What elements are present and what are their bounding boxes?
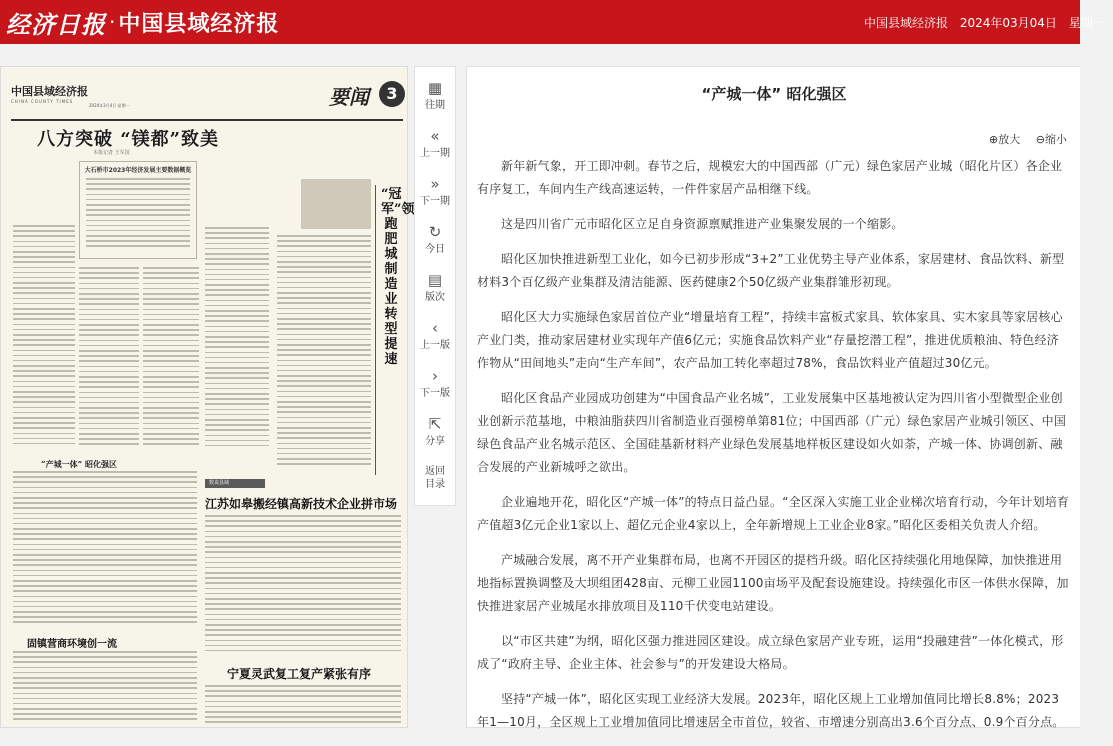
brand-sub: 中国县域经济报 [118, 10, 280, 37]
tool-label: 分享 [425, 436, 445, 447]
story4-text[interactable] [13, 651, 197, 727]
article-paragraph: 昭化区加快推进新型工业化，如今已初步形成“3+2”工业优势主导产业体系，家居建材、食品饮料、新型材料3个百亿级产业集群及清洁能源、医药健康2个50亿级产业集群雏形初现。 [477, 252, 1065, 289]
story-text-col-5[interactable] [277, 235, 371, 471]
tool-label: 下一期 [420, 196, 450, 207]
tool-past-issues[interactable] [415, 73, 455, 119]
tool-share[interactable] [415, 409, 455, 455]
tool-label: 下一版 [420, 388, 450, 399]
story5-headline[interactable]: 宁夏灵武复工复产紧张有序 [227, 667, 372, 681]
tool-editions[interactable] [415, 265, 455, 311]
brand-dot: · [109, 10, 116, 34]
section-tag: 数说县域 [205, 479, 265, 488]
article-paragraph: 以“市区共建”为纲，昭化区强力推进园区建设。成立绿色家居产业专班，运用“投融建营”一体化模式，形成了“政府主导、企业主体、社会参与”的开发建设大格局。 [477, 634, 1064, 671]
calendar-icon: ▦ [427, 79, 443, 97]
article-paragraph: 昭化区食品产业园成功创建为“中国食品产业名城”，工业发展集中区基地被认定为四川省小型微型企业创业创新示范基地，中粮油脂获四川省制造业百强榜单第81位；中国西部（广元）绿色家居产业城引领区、中国绿色食品产业名城示范区、全国硅基新材料产业绿色发展基地样板区建设如火如荼，产城一体、协调创新、融合发展的产业新城呼之欲出。 [477, 391, 1067, 474]
story3-headline[interactable]: 江苏如皋搬经镇高新技术企业拼市场 [205, 497, 398, 511]
story2-text[interactable] [13, 471, 197, 627]
data-box-text [86, 178, 190, 254]
story2-headline[interactable]: “产城一体” 昭化强区 [41, 459, 117, 469]
layout-icon: ▤ [427, 271, 443, 289]
page-paper-name-en: CHINA COUNTY TIMES [11, 99, 74, 104]
navigation-toolbar [414, 66, 456, 506]
zoom-in-button[interactable]: ⊕放大 [989, 133, 1021, 146]
tool-label: 往期 [425, 100, 445, 111]
story-text-col-2[interactable] [79, 267, 139, 449]
page-edition-line: 2024年3月4日 星期一 [89, 103, 130, 108]
story-byline: 本报记者 王军国 [93, 150, 130, 156]
header-meta [864, 14, 1113, 31]
article-body [477, 155, 1071, 746]
story-text-col-3[interactable] [143, 267, 199, 449]
tool-label: 目录 [425, 479, 445, 490]
story3-text[interactable] [205, 515, 401, 655]
story4-headline[interactable]: 固镇营商环境创一流 [27, 639, 117, 650]
article-paragraph: 新年新气象，开工即冲刺。春节之后，规模宏大的中国西部（广元）绿色家居产业城（昭化片区）各企业有序复工，车间内生产线高速运转，一件件家居产品相继下线。 [477, 159, 1063, 196]
story-photo [301, 179, 371, 229]
tool-next-issue[interactable] [415, 169, 455, 215]
tool-previous-page[interactable] [415, 313, 455, 359]
paper-name: 中国县域经济报 [864, 16, 949, 30]
tool-next-page[interactable] [415, 361, 455, 407]
article-paragraph: 这是四川省广元市昭化区立足自身资源禀赋推进产业集聚发展的一个缩影。 [501, 217, 904, 231]
data-box-title: 大石桥市2023年经济发展主要数据概览 [84, 167, 192, 174]
zoom-controls [989, 131, 1079, 147]
site-header [0, 0, 1105, 44]
column-divider [375, 185, 376, 475]
tool-label: 上一版 [420, 340, 450, 351]
issue-weekday: 星期一 [1068, 16, 1105, 30]
story5-text[interactable] [205, 685, 401, 729]
article-paragraph: 坚持“产城一体”，昭化区实现工业经济大发展。2023年，昭化区规上工业增加值同比增长8.8%；2023年1—10月，全区规上工业增加值同比增速居全市首位，较省、市增速分别高出3.6个百分点、0.9个百分点。 [477, 692, 1065, 729]
page-number-badge: 3 [379, 81, 405, 107]
article-paragraph: 企业遍地开花，昭化区“产城一体”的特点日益凸显。“全区深入实施工业企业梯次培育行动，今年计划培育产值超3亿元企业1家以上、超亿元企业4家以上，全年新增规上工业企业8家。”昭化区委相关负责人介绍。 [477, 495, 1070, 532]
tool-label: 返回 [425, 466, 445, 477]
vertical-headline[interactable]: “冠军”领跑 肥城制造业转型提速 [381, 187, 415, 367]
story-headline-main[interactable]: 八方突破 “镁都”致美 [37, 129, 219, 150]
article-panel [466, 66, 1080, 728]
page-section: 要闻 [329, 85, 369, 109]
article-title: “产城一体” 昭化强区 [701, 85, 847, 103]
newspaper-page-image[interactable] [0, 66, 415, 728]
tool-back-to-contents[interactable] [415, 465, 455, 511]
zoom-out-button[interactable]: ⊖缩小 [1035, 133, 1067, 146]
double-chevron-left-icon: « [430, 127, 440, 145]
data-box[interactable] [79, 161, 197, 259]
brand-main: 经济日报 [6, 9, 106, 39]
circle-right-icon: › [432, 367, 438, 385]
issue-date: 2024年03月04日 [959, 16, 1057, 30]
page-paper-name: 中国县域经济报 [11, 85, 88, 98]
tool-label: 上一期 [420, 148, 450, 159]
tool-today[interactable] [415, 217, 455, 263]
story-text-col-1[interactable] [13, 225, 75, 449]
double-chevron-right-icon: » [430, 175, 440, 193]
story-text-col-4[interactable] [205, 227, 269, 453]
zoom-in-label: 放大 [998, 133, 1021, 146]
share-icon: ⇱ [428, 415, 442, 433]
tool-label: 版次 [425, 292, 445, 303]
tool-label: 今日 [425, 244, 445, 255]
zoom-out-label: 缩小 [1044, 133, 1067, 146]
article-paragraph: 产城融合发展，离不开产业集群布局，也离不开园区的提档升级。昭化区持续强化用地保障，加快推进用地指标置换调整及大坝组团428亩、元柳工业园1100亩场平及配套设施建设。持续强化市区一体供水保障，加快推进家居产业城尾水排放项目及110千伏变电站建设。 [477, 553, 1069, 613]
brand-logo[interactable] [6, 6, 279, 38]
article-paragraph: 昭化区大力实施绿色家居首位产业“增量培育工程”，持续丰富板式家具、软体家具、实木家具等家居核心产业门类，推动家居建材业实现年产值6亿元；实施食品饮料产业“存量挖潜工程”，推进优质粮油、特色经济作物从“田间地头”走向“生产车间”，农产品加工转化率超过78%，食品饮料业产值超过30亿元。 [477, 310, 1063, 370]
refresh-icon: ↻ [428, 223, 442, 241]
circle-left-icon: ‹ [432, 319, 438, 337]
page-masthead [11, 81, 403, 121]
tool-previous-issue[interactable] [415, 121, 455, 167]
